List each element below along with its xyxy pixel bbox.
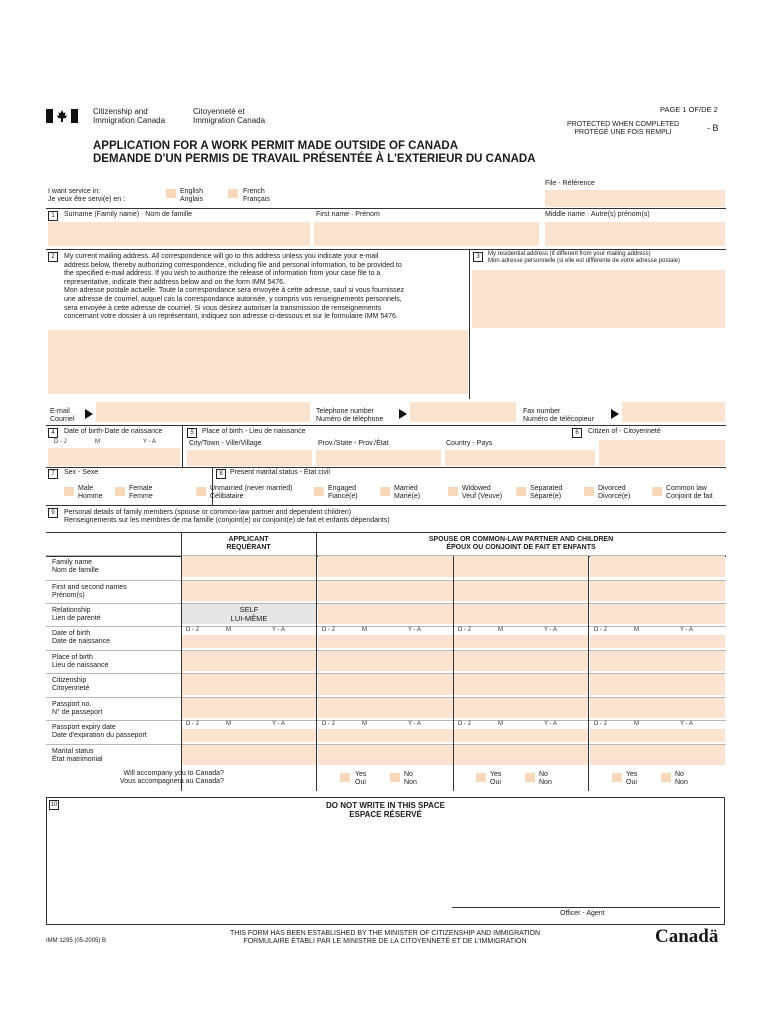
family-field[interactable]	[590, 698, 725, 718]
sex-male-checkbox[interactable]	[64, 487, 74, 496]
email-field[interactable]	[96, 402, 310, 422]
service-label: I want service in: Je veux être servi(e) en :	[48, 188, 126, 204]
date-part-label: D - J	[594, 627, 607, 633]
marital-common-law-label: Common law Conjoint de fait	[666, 485, 713, 501]
family-field[interactable]	[182, 651, 316, 671]
pob-country-label: Country - Pays	[446, 440, 493, 447]
protected-level: - B	[707, 123, 719, 133]
sex-label: Sex - Sexe	[64, 469, 99, 476]
sex-female-label: Female Femme	[129, 485, 153, 501]
office-use-title: DO NOT WRITE IN THIS SPACE ESPACE RÉSERVÉ	[326, 801, 445, 820]
telephone-field[interactable]	[410, 402, 516, 422]
page-number: PAGE 1 OF/DE 2	[660, 105, 718, 114]
marital-widowed-checkbox[interactable]	[448, 487, 458, 496]
family-row-label: Passport expiry date Date d'expiration du passeport	[52, 724, 147, 740]
family-row-label: First and second names Prénom(s)	[52, 584, 127, 600]
family-date-field[interactable]	[182, 635, 316, 648]
marital-unmarried-label: Unmarried (never married) Célibataire	[210, 485, 293, 501]
family-row-label: Family name Nom de famille	[52, 559, 99, 575]
family-field[interactable]	[182, 581, 316, 601]
marital-common-law-checkbox[interactable]	[652, 487, 662, 496]
date-part-label: Y - A	[408, 721, 421, 727]
middle-name-label: Middle name · Autre(s) prénom(s)	[545, 211, 650, 218]
section-4-number: 4	[48, 428, 58, 438]
family-field[interactable]	[454, 651, 588, 671]
accompany-no-label-2: No Non	[539, 771, 552, 787]
marital-separated-label: Separated Séparé(e)	[530, 485, 563, 501]
marital-engaged-label: Engaged Fiancé(e)	[328, 485, 358, 501]
date-part-label: D - J	[458, 721, 471, 727]
family-field[interactable]	[318, 556, 453, 577]
accompany-yes-checkbox-1[interactable]	[340, 773, 350, 782]
date-part-label: Y - A	[680, 721, 693, 727]
family-row-label: Passport no. N° de passeport	[52, 701, 103, 717]
family-field[interactable]	[590, 651, 725, 671]
section-2-number: 2	[48, 252, 58, 262]
form-established-note: THIS FORM HAS BEEN ESTABLISHED BY THE MINISTER OF CITIZENSHIP AND IMMIGRATION FORMULAIRE ÉTABLI PAR LE MINISTRE DE LA CITOYENNETÉ ET DE L'IMMIGRATION	[229, 930, 541, 946]
date-part-label: M	[634, 627, 639, 633]
marital-divorced-checkbox[interactable]	[584, 487, 594, 496]
accompany-yes-label-2: Yes Oui	[490, 771, 502, 787]
family-field[interactable]	[454, 674, 588, 695]
family-field[interactable]	[454, 556, 588, 577]
surname-field[interactable]	[48, 222, 310, 246]
residential-address-field[interactable]	[472, 270, 725, 328]
date-part-label: M	[498, 721, 503, 727]
sex-female-checkbox[interactable]	[115, 487, 125, 496]
family-field[interactable]	[182, 556, 316, 577]
family-date-field[interactable]	[182, 729, 316, 742]
family-field[interactable]	[590, 604, 725, 624]
date-part-label: Y - A	[544, 721, 557, 727]
family-field[interactable]	[182, 698, 316, 718]
dob-field[interactable]	[48, 448, 180, 466]
accompany-yes-label-3: Yes Oui	[626, 771, 638, 787]
email-label: E-mail Courriel	[50, 408, 75, 424]
family-date-field[interactable]	[454, 729, 588, 742]
family-date-field[interactable]	[318, 729, 453, 742]
first-name-label: First name · Prénom	[316, 211, 380, 218]
family-date-field[interactable]	[454, 635, 588, 648]
pob-prov-label: Prov./State - Prov./État	[318, 440, 389, 447]
accompany-no-checkbox-2[interactable]	[525, 773, 535, 782]
family-field[interactable]	[454, 581, 588, 601]
date-part-label: M	[226, 721, 231, 727]
marital-divorced-label: Divorced Divorcé(e)	[598, 485, 631, 501]
first-name-field[interactable]	[314, 222, 539, 246]
marital-status-label: Present marital status - État civil	[230, 469, 330, 476]
date-part-label: D - J	[594, 721, 607, 727]
date-part-label: M	[226, 627, 231, 633]
marital-engaged-checkbox[interactable]	[314, 487, 324, 496]
dept-name-en: Citizenship and Immigration Canada	[93, 107, 166, 126]
family-date-field[interactable]	[590, 635, 725, 648]
file-reference-label: File - Référence	[545, 180, 595, 187]
family-field[interactable]	[590, 674, 725, 695]
family-field[interactable]	[318, 651, 453, 671]
marital-unmarried-checkbox[interactable]	[196, 487, 206, 496]
family-field[interactable]	[318, 581, 453, 601]
officer-label: Officer - Agent	[560, 910, 605, 917]
english-label: English Anglais	[180, 188, 203, 204]
section-8-number: 8	[216, 469, 226, 479]
marital-married-checkbox[interactable]	[380, 487, 390, 496]
form-title-en: APPLICATION FOR A WORK PERMIT MADE OUTSIDE OF CANADA	[93, 140, 459, 152]
file-reference-field[interactable]	[545, 190, 725, 207]
accompany-yes-checkbox-2[interactable]	[476, 773, 486, 782]
accompany-no-checkbox-1[interactable]	[390, 773, 400, 782]
family-field[interactable]	[318, 674, 453, 695]
family-date-field[interactable]	[590, 729, 725, 742]
protected-label: PROTECTED WHEN COMPLETED PROTÉGÉ UNE FOIS REMPLI	[567, 121, 680, 137]
telephone-label: Telephone number Numéro de téléphone	[316, 408, 384, 424]
dob-year-label: Y - A	[143, 439, 156, 445]
dept-name-fr: Citoyenneté et Immigration Canada	[193, 107, 266, 126]
accompany-yes-label-1: Yes Oui	[355, 771, 367, 787]
citizen-of-field[interactable]	[599, 440, 725, 466]
date-part-label: Y - A	[272, 627, 285, 633]
date-part-label: M	[634, 721, 639, 727]
sex-male-label: Male Homme	[78, 485, 103, 501]
family-row-label: Date of birth Date de naissance	[52, 630, 110, 646]
date-part-label: D - J	[186, 627, 199, 633]
pob-prov-field[interactable]	[316, 450, 441, 466]
family-field[interactable]	[182, 745, 316, 765]
family-field[interactable]	[454, 698, 588, 718]
fax-field[interactable]	[622, 402, 725, 422]
pob-label: Place of birth - Lieu de naissance	[202, 428, 306, 435]
spouse-header: SPOUSE OR COMMON-LAW PARTNER AND CHILDREN ÉPOUX OU CONJOINT DE FAIT ET ENFANTS	[428, 536, 614, 552]
english-checkbox[interactable]	[166, 189, 176, 198]
date-part-label: Y - A	[544, 627, 557, 633]
citizen-of-label: Citizen of - Citoyenneté	[588, 428, 661, 435]
canada-wordmark: Canadä	[655, 926, 719, 947]
date-part-label: D - J	[186, 721, 199, 727]
mailing-address-instructions: My current mailing address. All correspondence will go to this address unless you indicate your e-mail address below, thereby authorizing correspondence, including file and personal information, to be provided to the specified e-mail address. If you wish to authorize the release of information from your case file to a representative, indicate their address below and on the form IMM 5476. Mon adresse postale actuelle. Toute la correspondance sera envoyée à cette adresse, sauf si vous fournissez une adresse de courriel, auquel cas la correspondance autorisée, y compris vos renseignements personnels, sera envoyée à cette adresse de courriel. Si vous désirez autoriser la transmission de renseignements concernant votre dossier à un représentant, indiquez son adresse ci-dessous et sur le formulaire IMM 5476.	[64, 253, 404, 321]
marital-widowed-label: Widowed Veuf (Veuve)	[462, 485, 503, 501]
family-field[interactable]	[318, 604, 453, 624]
canada-flag-logo	[46, 109, 78, 123]
marital-separated-checkbox[interactable]	[516, 487, 526, 496]
family-details-label: Personal details of family members (spouse or common-law partner and dependent children) Renseignements sur les membres de ma famille (conjoint(e) ou conjoint(e) de fait et enfants dépendants)	[64, 509, 390, 525]
residential-address-label: My residential address (if different from your mailing address) Mon adresse personnelle (si elle est différente de votre adresse postale)	[488, 251, 680, 264]
family-row-label: Marital status État matrimonial	[52, 748, 103, 764]
surname-label: Surname (Family name) · Nom de famille	[64, 211, 192, 218]
date-part-label: D - J	[322, 721, 335, 727]
date-part-label: D - J	[322, 627, 335, 633]
accompany-no-label-1: No Non	[404, 771, 417, 787]
pob-city-field[interactable]	[187, 450, 312, 466]
family-row-label: Relationship Lien de parenté	[52, 607, 101, 623]
section-10-number: 10	[50, 802, 58, 808]
accompany-label: Will accompany you to Canada? Vous accompagnera au Canada?	[120, 770, 224, 786]
pob-country-field[interactable]	[445, 450, 595, 466]
pob-city-label: City/Town - Ville/Village	[189, 440, 262, 447]
date-part-label: D - J	[458, 627, 471, 633]
section-1-number: 1	[48, 211, 58, 221]
date-part-label: Y - A	[408, 627, 421, 633]
family-field[interactable]	[590, 556, 725, 577]
family-field[interactable]	[454, 745, 588, 765]
french-checkbox[interactable]	[228, 189, 238, 198]
fax-label: Fax number Numéro de télécopieur	[523, 408, 594, 424]
email-arrow-icon	[85, 409, 93, 419]
accompany-no-checkbox-3[interactable]	[661, 773, 671, 782]
dob-label: Date of birth-Date de naissance	[64, 428, 163, 435]
family-row-label: Citizenship Citoyenneté	[52, 677, 90, 693]
family-field[interactable]	[318, 745, 453, 765]
date-part-label: M	[498, 627, 503, 633]
dob-month-label: M	[95, 439, 100, 445]
family-field[interactable]	[318, 698, 453, 718]
telephone-arrow-icon	[399, 409, 407, 419]
date-part-label: Y - A	[272, 721, 285, 727]
dob-day-label: D - J	[54, 439, 67, 445]
marital-married-label: Married Marié(e)	[394, 485, 421, 501]
self-cell: SELF LUI-MÊME	[182, 604, 316, 624]
accompany-no-label-3: No Non	[675, 771, 688, 787]
family-field[interactable]	[182, 674, 316, 695]
family-field[interactable]	[454, 604, 588, 624]
french-label: French Français	[243, 188, 270, 204]
form-number: IMM 1295 (05-2005) B	[46, 938, 107, 944]
applicant-header: APPLICANT REQUÉRANT	[226, 536, 271, 552]
fax-arrow-icon	[611, 409, 619, 419]
mailing-address-field[interactable]	[48, 330, 468, 394]
section-3-number: 3	[473, 252, 483, 262]
date-part-label: M	[362, 721, 367, 727]
date-part-label: Y - A	[680, 627, 693, 633]
family-field[interactable]	[590, 745, 725, 765]
section-7-number: 7	[48, 469, 58, 479]
family-row-label: Place of birth Lieu de naissance	[52, 654, 109, 670]
date-part-label: M	[362, 627, 367, 633]
family-field[interactable]	[590, 581, 725, 601]
family-date-field[interactable]	[318, 635, 453, 648]
section-9-number: 9	[48, 508, 58, 518]
section-5-number: 5	[187, 428, 197, 438]
middle-name-field[interactable]	[545, 222, 725, 246]
section-6-number: 6	[572, 428, 582, 438]
accompany-yes-checkbox-3[interactable]	[612, 773, 622, 782]
form-title-fr: DEMANDE D'UN PERMIS DE TRAVAIL PRÉSENTÉE À L'EXTERIEUR DU CANADA	[93, 153, 536, 165]
